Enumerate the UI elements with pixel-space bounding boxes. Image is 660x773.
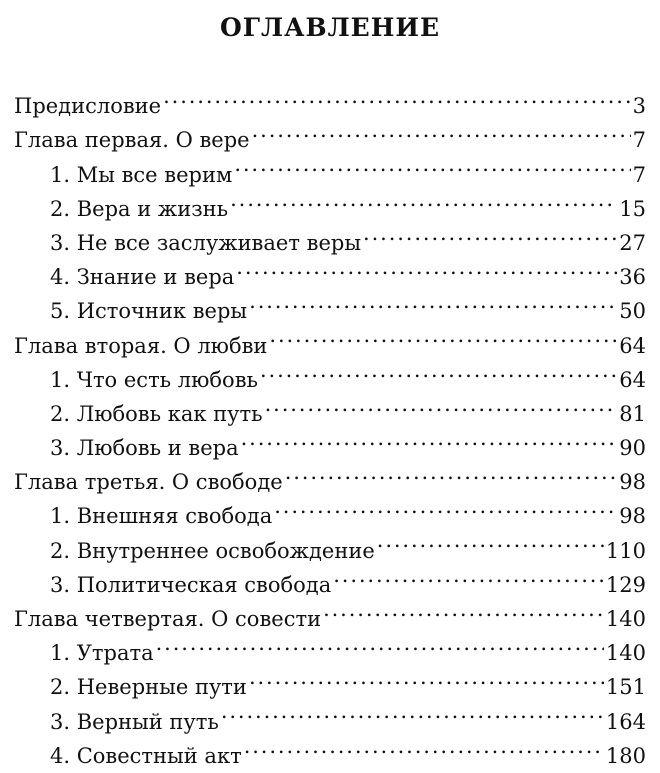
toc-entry-page-number: 3	[632, 94, 646, 119]
toc-entry-label: Предисловие	[14, 94, 162, 119]
toc-entry-page-number: 98	[619, 504, 646, 529]
toc-entry-page-number: 151	[605, 675, 646, 700]
toc-entry-label: 3. Не все заслуживает веры	[50, 230, 362, 255]
toc-entry-label: 4. Совестный акт	[50, 743, 242, 768]
dot-leader	[363, 216, 617, 250]
dot-leader	[163, 79, 631, 113]
toc-entry-label: Глава третья. О свободе	[14, 470, 283, 495]
toc-entry-page-number: 180	[605, 743, 646, 768]
toc-entry-page-number: 15	[619, 196, 646, 221]
toc-entry-label: 1. Внешняя свобода	[50, 504, 273, 529]
toc-entry-label: 5. Источник веры	[50, 299, 248, 324]
toc-chapter-entry	[14, 79, 646, 119]
toc-entry-label: 1. Утрата	[50, 641, 154, 666]
toc-entry-page-number: 50	[619, 299, 646, 324]
dot-leader	[244, 729, 604, 763]
toc-entry-page-number: 64	[619, 367, 646, 392]
toc-entry-page-number: 90	[619, 436, 646, 461]
dot-leader	[285, 455, 618, 489]
dot-leader	[230, 182, 617, 216]
toc-entry-page-number: 140	[605, 641, 646, 666]
dot-leader	[241, 421, 618, 455]
toc-entry-label: 2. Неверные пути	[50, 675, 247, 700]
dot-leader	[377, 523, 604, 557]
dot-leader	[260, 353, 617, 387]
dot-leader	[234, 147, 630, 181]
toc-entry-label: 3. Политическая свобода	[50, 572, 332, 597]
toc-entry-label: 3. Верный путь	[50, 709, 219, 734]
toc-entry-label: Глава первая. О вере	[14, 128, 250, 153]
dot-leader	[265, 387, 618, 421]
toc-entry-page-number: 98	[619, 470, 646, 495]
toc-entry-label: Глава вторая. О любви	[14, 333, 268, 358]
toc-entry-page-number: 7	[632, 162, 646, 187]
toc-entry-page-number: 36	[619, 265, 646, 290]
toc-entry-label: 1. Что есть любовь	[50, 367, 258, 392]
dot-leader	[252, 113, 631, 147]
toc-entry-label: 3. Любовь и вера	[50, 436, 239, 461]
dot-leader	[249, 284, 617, 318]
dot-leader	[323, 592, 604, 626]
dot-leader	[236, 250, 617, 284]
toc-entry-page-number: 81	[619, 401, 646, 426]
toc-entry-label: 1. Мы все верим	[50, 162, 233, 187]
toc-entry-label: 4. Знание и вера	[50, 265, 235, 290]
dot-leader	[269, 318, 617, 352]
toc-entry-label: 2. Вера и жизнь	[50, 196, 229, 221]
toc-entry-page-number: 27	[619, 230, 646, 255]
page-title: ОГЛАВЛЕНИЕ	[219, 13, 441, 42]
toc-entry-page-number: 7	[632, 128, 646, 153]
dot-leader	[249, 660, 604, 694]
toc-entry-page-number: 140	[605, 607, 646, 631]
dot-leader	[156, 626, 604, 660]
dot-leader	[221, 694, 604, 728]
toc-entry-page-number: 110	[605, 538, 646, 563]
toc-entry-label: 2. Любовь как путь	[50, 401, 263, 426]
dot-leader	[333, 558, 604, 592]
toc-entry-page-number: 164	[605, 709, 646, 734]
toc-entry-page-number: 129	[605, 572, 646, 597]
toc-entry-label: Глава четвертая. О совести	[14, 607, 322, 631]
toc-entry-page-number: 64	[619, 333, 646, 358]
dot-leader	[274, 489, 617, 523]
toc-entry-label: 2. Внутреннее освобождение	[50, 538, 375, 563]
table-of-contents	[14, 79, 646, 768]
